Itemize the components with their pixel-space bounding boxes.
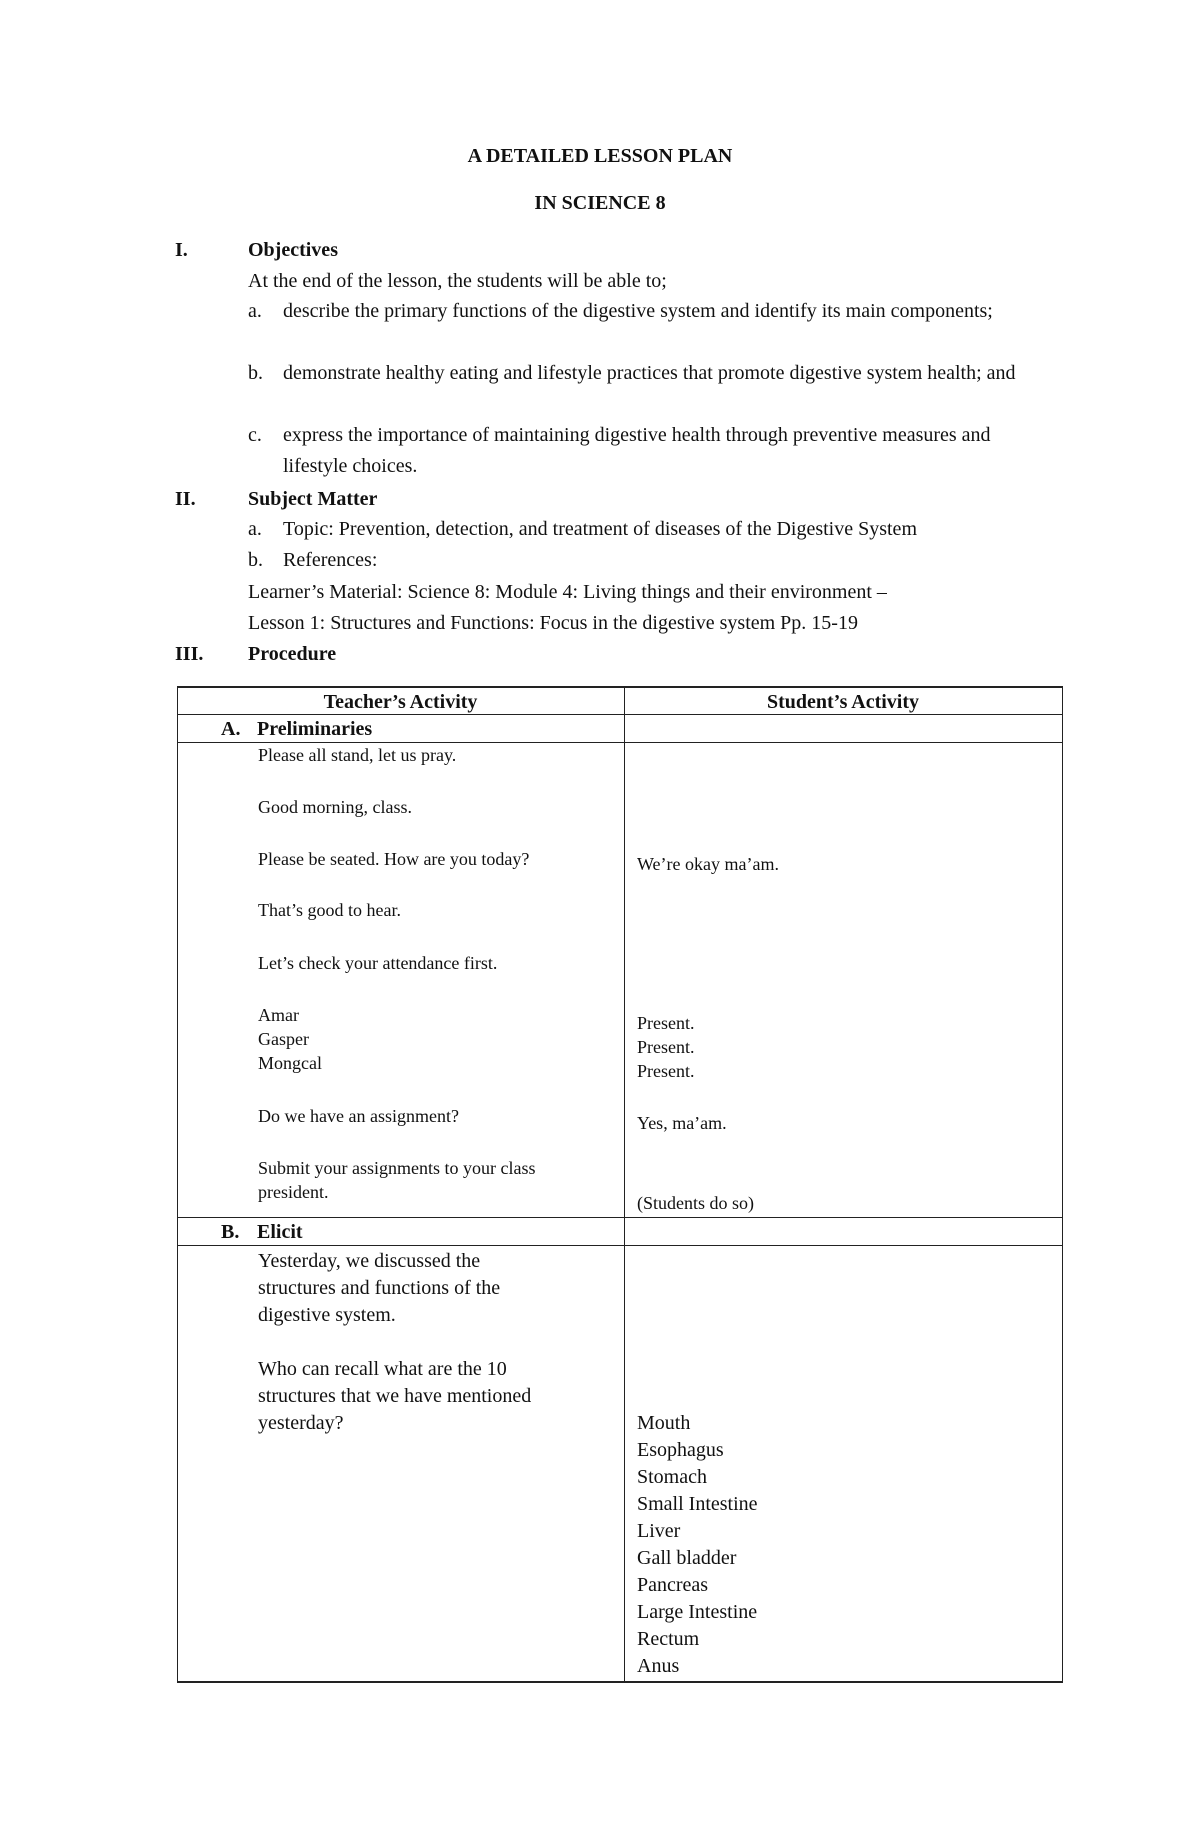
student-line: Small Intestine: [637, 1493, 758, 1515]
student-line: Yes, ma’am.: [637, 1113, 727, 1133]
teacher-line: Amar: [258, 1005, 299, 1025]
student-line: Present.: [637, 1061, 695, 1081]
section-number: III.: [175, 643, 204, 665]
teacher-line: Do we have an assignment?: [258, 1106, 459, 1126]
table-border-bottom: [177, 1681, 1063, 1683]
student-line: Mouth: [637, 1412, 691, 1434]
teacher-line: That’s good to hear.: [258, 900, 401, 920]
document-title: A DETAILED LESSON PLAN: [467, 145, 733, 167]
item-label: c.: [248, 424, 262, 446]
teacher-line: Please be seated. How are you today?: [258, 849, 530, 869]
student-line: Esophagus: [637, 1439, 724, 1461]
section-heading: Objectives: [248, 239, 338, 261]
section-number: I.: [175, 239, 188, 261]
teacher-line: Gasper: [258, 1029, 309, 1049]
teacher-line: structures that we have mentioned: [258, 1385, 532, 1407]
section-heading: Subject Matter: [248, 488, 378, 510]
table-rule: [177, 1245, 1063, 1246]
header-student-activity: Student’s Activity: [766, 691, 920, 713]
student-line: Liver: [637, 1520, 681, 1542]
teacher-line: Please all stand, let us pray.: [258, 745, 457, 765]
row-title: Preliminaries: [257, 718, 373, 740]
item-text: References:: [283, 549, 378, 571]
item-label: b.: [248, 362, 263, 384]
student-line: We’re okay ma’am.: [637, 854, 779, 874]
teacher-line: Who can recall what are the 10: [258, 1358, 507, 1380]
table-column-divider: [624, 686, 625, 1683]
student-line: Stomach: [637, 1466, 707, 1488]
teacher-line: president.: [258, 1182, 329, 1202]
teacher-line: digestive system.: [258, 1304, 396, 1326]
row-label: B.: [221, 1221, 240, 1243]
row-label: A.: [221, 718, 241, 740]
table-border-left: [177, 686, 178, 1683]
table-border-top: [177, 686, 1063, 688]
item-text: express the importance of maintaining digestive health through preventive measures and lifestyle choices.: [283, 424, 991, 477]
table-rule: [177, 1217, 1063, 1218]
reference-line: Learner’s Material: Science 8: Module 4: Living things and their environment –: [248, 581, 887, 603]
teacher-line: Good morning, class.: [258, 797, 412, 817]
item-text: demonstrate healthy eating and lifestyle practices that promote digestive system health; and: [283, 362, 1016, 384]
document-subtitle: IN SCIENCE 8: [534, 192, 666, 214]
student-line: (Students do so): [637, 1193, 754, 1213]
section-heading: Procedure: [248, 643, 337, 665]
header-teacher-activity: Teacher’s Activity: [323, 691, 478, 713]
teacher-line: Submit your assignments to your class: [258, 1158, 536, 1178]
objectives-intro: At the end of the lesson, the students will be able to;: [248, 270, 667, 292]
student-line: Present.: [637, 1013, 695, 1033]
item-label: a.: [248, 518, 262, 540]
student-line: Large Intestine: [637, 1601, 758, 1623]
teacher-line: structures and functions of the: [258, 1277, 501, 1299]
item-label: b.: [248, 549, 263, 571]
student-line: Pancreas: [637, 1574, 709, 1596]
table-border-right: [1062, 686, 1063, 1683]
table-rule: [177, 714, 1063, 715]
teacher-line: Mongcal: [258, 1053, 322, 1073]
student-line: Present.: [637, 1037, 695, 1057]
reference-line: Lesson 1: Structures and Functions: Focus in the digestive system Pp. 15-19: [248, 612, 858, 634]
item-label: a.: [248, 300, 262, 322]
row-title: Elicit: [257, 1221, 303, 1243]
student-line: Gall bladder: [637, 1547, 737, 1569]
item-text: describe the primary functions of the digestive system and identify its main components;: [283, 300, 993, 322]
item-text: Topic: Prevention, detection, and treatment of diseases of the Digestive System: [283, 518, 917, 540]
student-line: Rectum: [637, 1628, 700, 1650]
teacher-line: yesterday?: [258, 1412, 344, 1434]
student-line: Anus: [637, 1655, 680, 1677]
procedure-table: [177, 686, 1063, 1683]
teacher-line: Let’s check your attendance first.: [258, 953, 498, 973]
section-number: II.: [175, 488, 196, 510]
teacher-line: Yesterday, we discussed the: [258, 1250, 481, 1272]
